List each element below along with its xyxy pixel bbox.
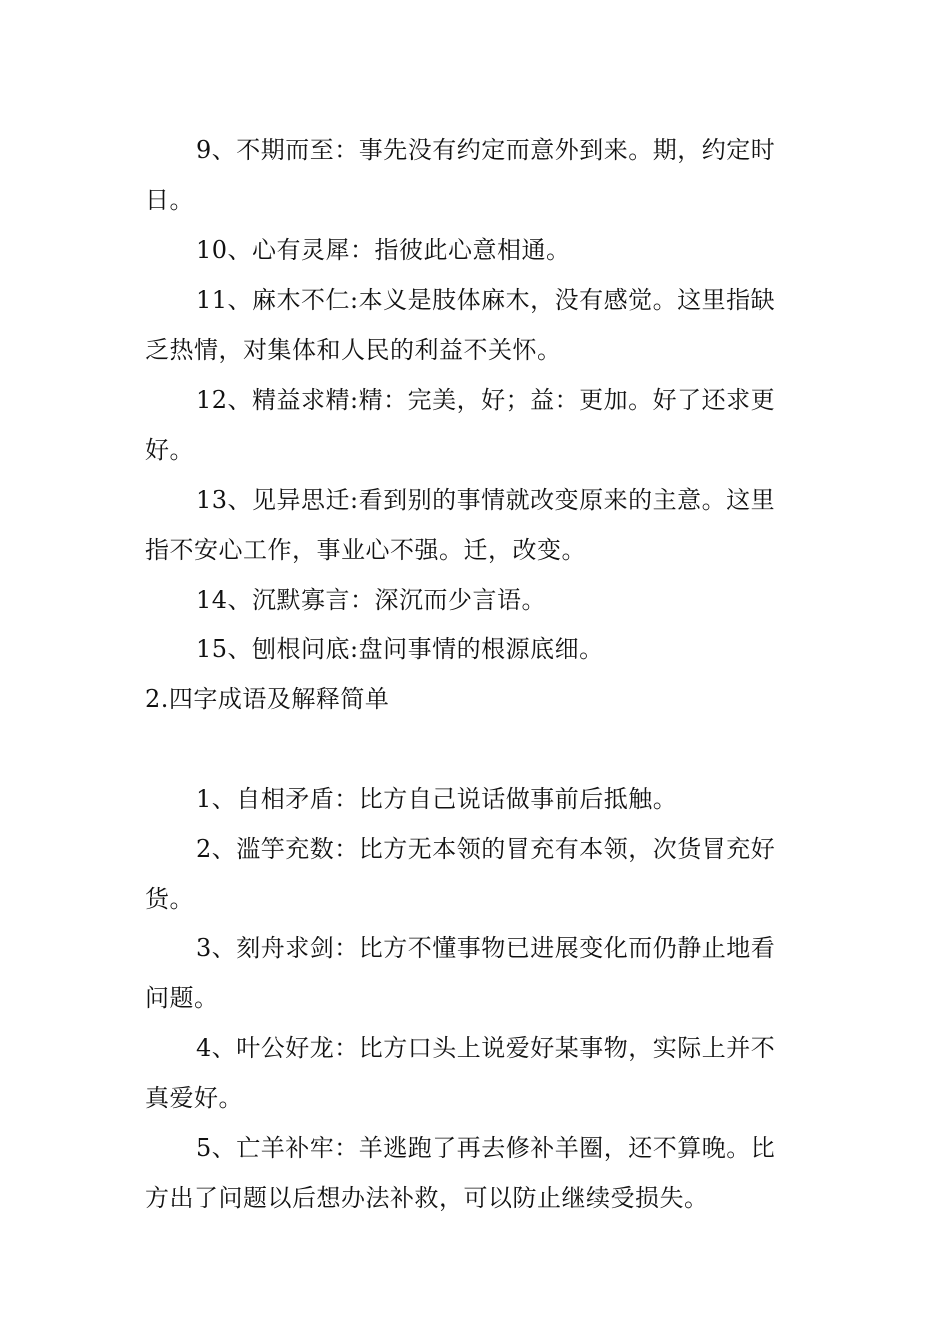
idiom-item-12-line-2: 好。 bbox=[145, 436, 194, 464]
idiom-item-12-line-1: 12、精益求精:精：完美，好；益：更加。好了还求更 bbox=[196, 386, 776, 414]
idiom-item-13-line-1: 13、见异思迁:看到别的事情就改变原来的主意。这里 bbox=[196, 486, 776, 514]
idiom-item-11-line-1: 11、麻木不仁:本义是肢体麻木，没有感觉。这里指缺 bbox=[196, 286, 776, 314]
idiom-item-1-line-1: 1、自相矛盾：比方自己说话做事前后抵触。 bbox=[196, 785, 678, 813]
idiom-item-9-line-1: 9、不期而至：事先没有约定而意外到来。期，约定时 bbox=[196, 136, 776, 164]
idiom-item-3-line-2: 问题。 bbox=[145, 984, 219, 1012]
idiom-item-15-line-1: 15、刨根问底:盘问事情的根源底细。 bbox=[196, 635, 604, 663]
idiom-item-4-line-1: 4、叶公好龙：比方口头上说爱好某事物，实际上并不 bbox=[196, 1034, 776, 1062]
idiom-item-11-line-2: 乏热情，对集体和人民的利益不关怀。 bbox=[145, 336, 562, 364]
idiom-item-5-line-1: 5、亡羊补牢：羊逃跑了再去修补羊圈，还不算晚。比 bbox=[196, 1134, 776, 1162]
idiom-item-13-line-2: 指不安心工作，事业心不强。迁，改变。 bbox=[145, 536, 586, 564]
idiom-item-5-line-2: 方出了问题以后想办法补救，可以防止继续受损失。 bbox=[145, 1184, 709, 1212]
idiom-item-4-line-2: 真爱好。 bbox=[145, 1084, 243, 1112]
idiom-item-2-line-1: 2、滥竽充数：比方无本领的冒充有本领，次货冒充好 bbox=[196, 835, 776, 863]
idiom-item-9-line-2: 日。 bbox=[145, 186, 194, 214]
section-heading: 2.四字成语及解释简单 bbox=[145, 685, 390, 713]
idiom-item-10-line-1: 10、心有灵犀：指彼此心意相通。 bbox=[196, 236, 571, 264]
idiom-item-14-line-1: 14、沉默寡言：深沉而少言语。 bbox=[196, 586, 547, 614]
idiom-item-2-line-2: 货。 bbox=[145, 885, 194, 913]
idiom-item-3-line-1: 3、刻舟求剑：比方不懂事物已进展变化而仍静止地看 bbox=[196, 934, 776, 962]
